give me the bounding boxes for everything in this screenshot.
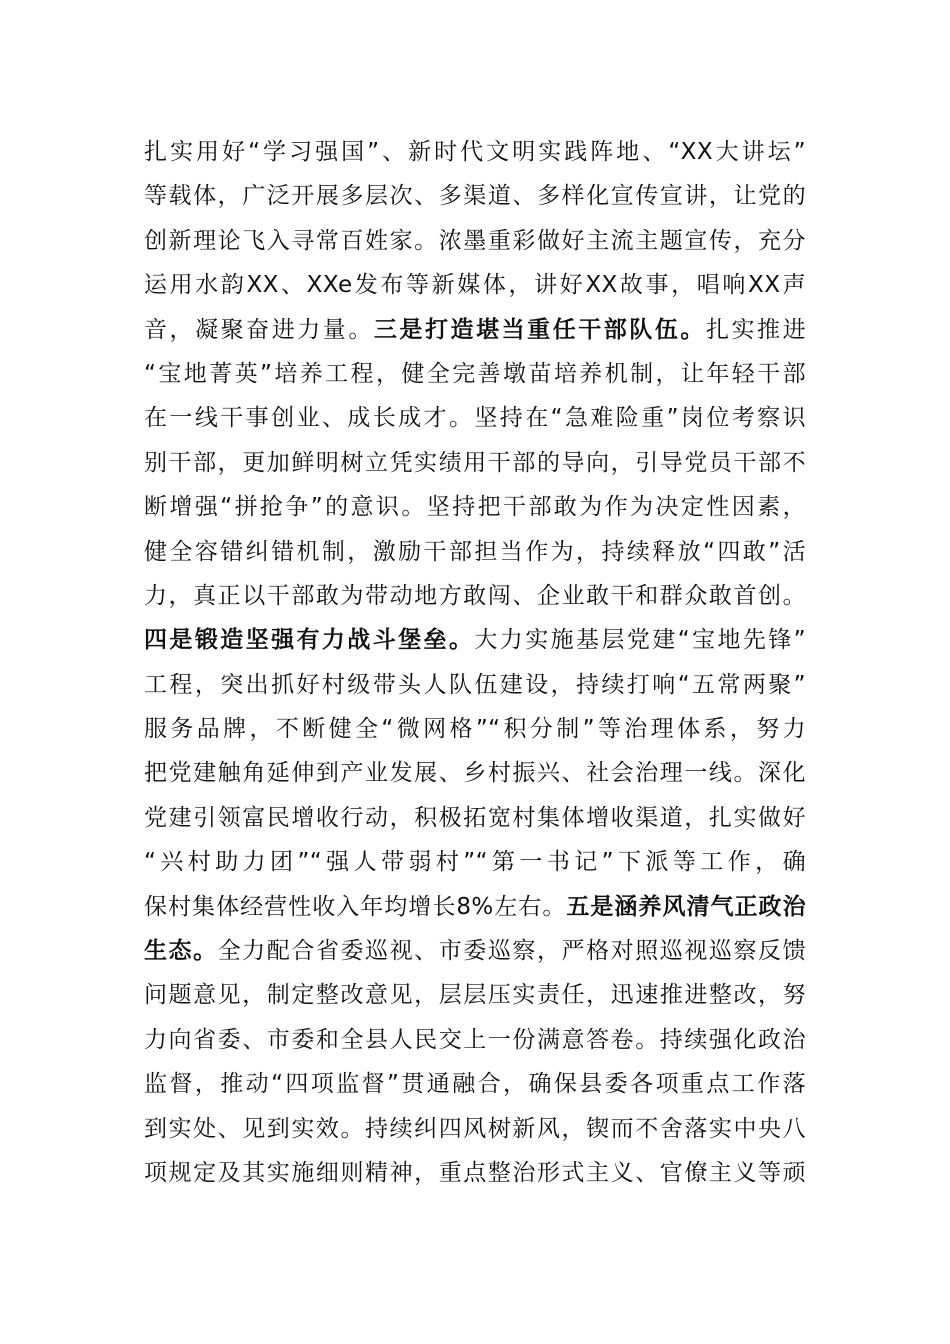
text-run: 保村集体经营性收入年均增长8%左右。 [144,893,567,920]
text-run: 工程，突出抓好村级带头人队伍建设，持续打响“五常两聚” [144,671,806,698]
bold-heading-run: 五是涵养风清气正政治 [566,893,806,920]
text-run: 项规定及其实施细则精神，重点整治形式主义、官僚主义等顽 [144,1159,806,1186]
text-line [144,663,806,707]
text-line [144,1018,806,1062]
text-line [144,1151,806,1195]
text-line [144,130,806,174]
text-line [144,796,806,840]
text-line [144,929,806,973]
text-line [144,441,806,485]
text-run: 问题意见，制定整改意见，层层压实责任，迅速推进整改，努 [144,982,806,1009]
text-run: 大力实施基层党建“宝地先锋” [474,627,807,654]
text-line [144,219,806,263]
text-line [144,1107,806,1151]
bold-heading-run: 三是打造堪当重任干部队伍。 [373,316,706,343]
text-line [144,396,806,440]
text-line [144,885,806,929]
text-run: 力，真正以干部敢为带动地方敢闯、企业敢干和群众敢首创。 [144,582,806,609]
text-run: 把党建触角延伸到产业发展、乡村振兴、社会治理一线。深化 [144,760,806,787]
text-line [144,530,806,574]
text-line [144,308,806,352]
text-run: “宝地菁英”培养工程，健全完善墩苗培养机制，让年轻干部 [144,360,806,387]
text-line [144,751,806,795]
text-line [144,707,806,751]
text-line [144,574,806,618]
text-run: 到实处、见到实效。持续纠四风树新风，锲而不舍落实中央八 [144,1115,806,1142]
text-run: 扎实用好“学习强国”、新时代文明实践阵地、“XX大讲坛” [144,139,806,165]
text-line [144,973,806,1017]
bold-heading-run: 四是锻造坚强有力战斗堡垒。 [144,627,475,654]
text-line [144,263,806,307]
text-run: 扎实推进 [705,316,806,343]
text-line [144,618,806,662]
text-run: 等载体，广泛开展多层次、多渠道、多样化宣传宣讲，让党的 [144,183,806,210]
text-line [144,840,806,884]
text-line [144,485,806,529]
text-run: 健全容错纠错机制，激励干部担当作为，持续释放“四敢”活 [144,538,806,565]
body-paragraph [144,130,806,1195]
text-run: “兴村助力团”“强人带弱村”“第一书记”下派等工作，确 [144,849,806,876]
text-run: 音，凝聚奋进力量。 [144,316,374,343]
text-run: 别干部，更加鲜明树立凭实绩用干部的导向，引导党员干部不 [144,449,806,476]
text-line [144,174,806,218]
text-run: 服务品牌，不断健全“微网格”“积分制”等治理体系，努力 [144,716,806,743]
text-run: 创新理论飞入寻常百姓家。浓墨重彩做好主流主题宣传，充分 [144,227,806,254]
text-run: 党建引领富民增收行动，积极拓宽村集体增收渠道，扎实做好 [144,804,806,831]
text-run: 力向省委、市委和全县人民交上一份满意答卷。持续强化政治 [144,1026,806,1053]
text-run: 全力配合省委巡视、市委巡察，严格对照巡视巡察反馈 [217,938,806,965]
bold-heading-run: 生态。 [144,938,218,965]
text-line [144,352,806,396]
text-run: 监督，推动“四项监督”贯通融合，确保县委各项重点工作落 [144,1071,806,1098]
text-run: 在一线干事创业、成长成才。坚持在“急难险重”岗位考察识 [144,405,806,432]
text-run: 运用水韵XX、XXe发布等新媒体，讲好XX故事，唱响XX声 [144,272,806,299]
text-line [144,1062,806,1106]
text-run: 断增强“拼抢争”的意识。坚持把干部敢为作为决定性因素， [144,494,806,521]
